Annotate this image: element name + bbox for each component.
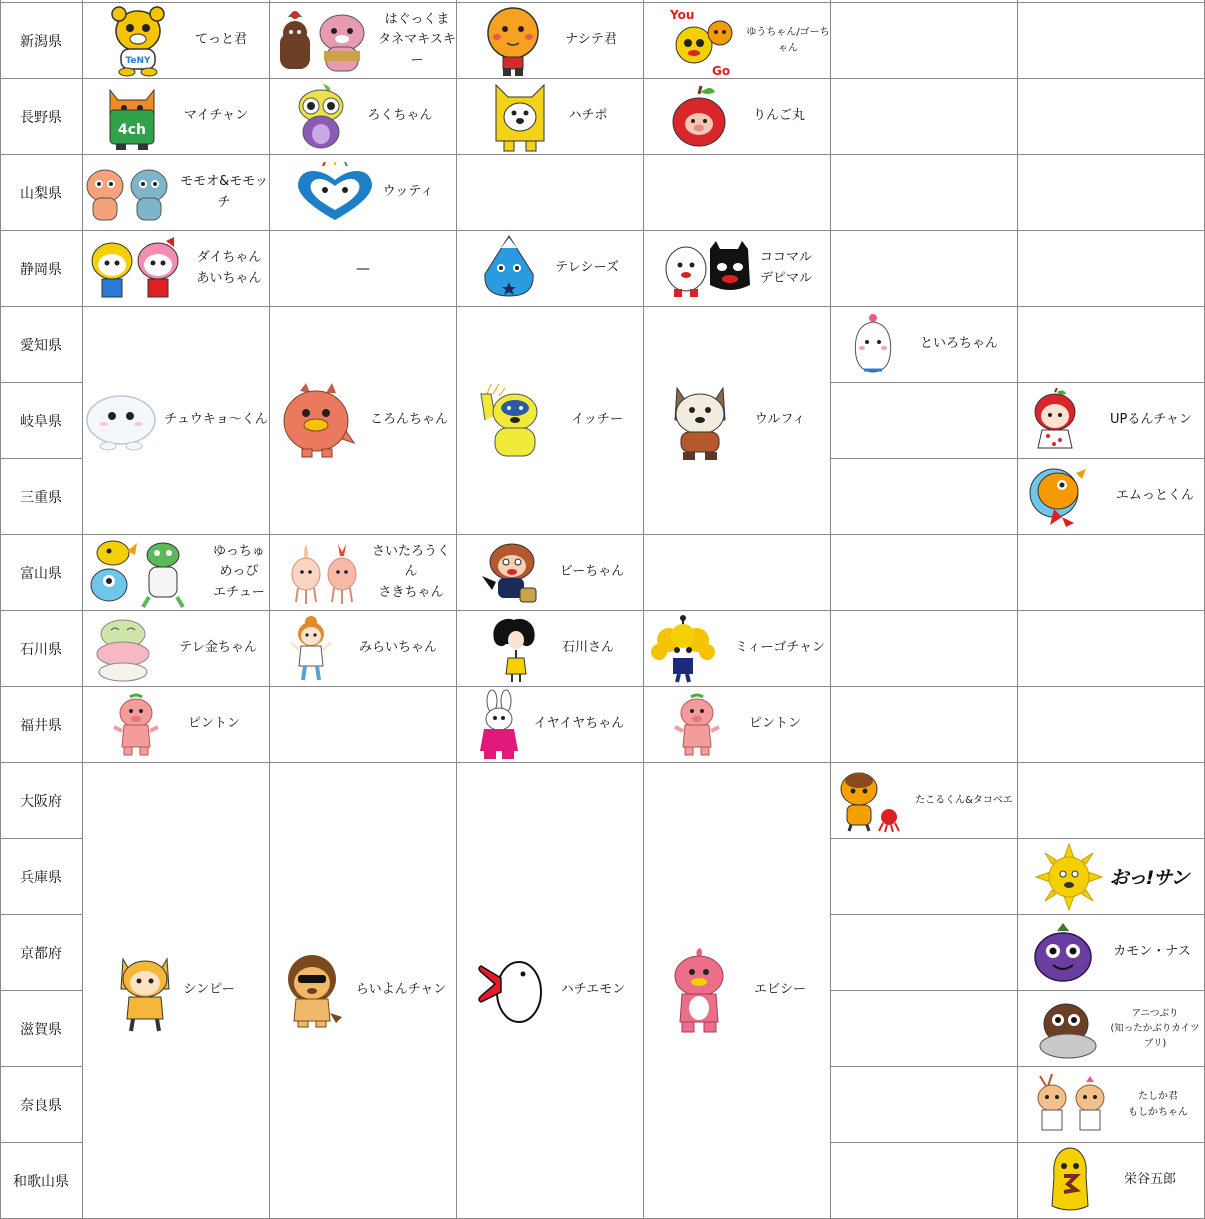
mascot-cell [83, 231, 269, 306]
o-san-sun-mascot-icon [1034, 842, 1104, 912]
mascot-cell [270, 155, 456, 230]
mascot-cell [644, 307, 830, 534]
prefecture-label: 京都府 [20, 945, 62, 962]
chukyo-kun-mascot-icon [84, 390, 158, 452]
mascot-cell [270, 79, 456, 154]
kokomaru-depimaru-mascot-icon [662, 239, 754, 299]
mascot-name: ビーちゃん [559, 564, 625, 580]
mascot-cell [644, 687, 830, 762]
hachiemon-mascot-icon [475, 956, 545, 1026]
prefecture-label: 三重県 [20, 489, 62, 506]
mascot-cell [457, 307, 643, 534]
mascot-cell [644, 763, 830, 1218]
mascot-cell [1018, 991, 1204, 1066]
mirai-chan-mascot-icon [289, 614, 333, 684]
mascot-cell [83, 79, 269, 154]
mascot-name: アニつぶり (知ったかぶりカイツブリ) [1110, 1007, 1200, 1050]
mascot-cell [270, 3, 456, 78]
pinton-mascot-icon [112, 693, 160, 757]
prefecture-label: 滋賀県 [20, 1021, 62, 1038]
mascot-cell [1018, 459, 1204, 534]
mascot-cell [457, 535, 643, 610]
mascot-cell [1018, 383, 1204, 458]
tele-kin-chan-mascot-icon [95, 616, 151, 682]
mai-chan-mascot-icon [104, 82, 160, 152]
mascot-cell [457, 687, 643, 762]
momoo-momocchi-mascot-icon [83, 162, 173, 224]
mascot-name: ろくちゃん [367, 108, 433, 124]
mascot-name: マイチャン [183, 108, 249, 124]
mascot-name: ピントン [187, 716, 240, 732]
mascot-name: 栄谷五郎 [1123, 1172, 1176, 1188]
prefecture-label: 山梨県 [20, 185, 62, 202]
mascot-cell [831, 763, 1017, 838]
mascot-name: さいたろうくん さきちゃん [371, 544, 450, 600]
mascot-name: テレシーズ [555, 260, 619, 276]
go-logo: Go [712, 63, 731, 77]
mascot-name: みらいちゃん [358, 640, 437, 656]
miigo-chan-mascot-icon [649, 614, 719, 684]
mascot-cell [644, 611, 830, 686]
mascot-cell [83, 687, 269, 762]
saitaro-saki-mascot-icon [288, 540, 360, 606]
mascot-cell [1018, 839, 1204, 914]
you-go-mascot-icon [668, 5, 740, 77]
koron-chan-mascot-icon [278, 381, 356, 461]
mascot-cell [83, 611, 269, 686]
mascot-name: エビシー [753, 982, 806, 998]
you-logo: You [670, 7, 695, 22]
mascot-name: カモン・ナス [1113, 944, 1191, 960]
mascot-name: シンピー [183, 982, 235, 998]
mascot-name: ダイちゃん あいちゃん [196, 250, 262, 286]
iyaiya-chan-mascot-icon [476, 689, 522, 761]
mascot-name: はぐっくま タネマキスキー [378, 12, 456, 68]
mascot-cell [1018, 1067, 1204, 1142]
prefecture-label: 岐阜県 [20, 413, 62, 430]
mascot-name: ハチポ [568, 108, 608, 124]
mascot-cell [270, 535, 456, 610]
prefecture-label: 福井県 [20, 717, 62, 734]
mascot-name: ウルフィ [754, 412, 806, 428]
mascot-name: チュウキョ〜くん [164, 412, 268, 428]
mascot-cell [270, 611, 456, 686]
mascot-cell [270, 307, 456, 534]
emutto-kun-mascot-icon [1028, 465, 1092, 529]
mascot-name: ピントン [748, 716, 801, 732]
mascot-name: らいよんチャン [355, 982, 447, 998]
prefecture-label: 兵庫県 [20, 869, 62, 886]
prefecture-label: 石川県 [20, 641, 62, 658]
mascot-name: ナシテ君 [565, 32, 617, 48]
ringo-maru-mascot-icon [669, 84, 729, 150]
mascot-cell [83, 535, 269, 610]
prefecture-label: 新潟県 [20, 33, 62, 50]
icchi-mascot-icon [477, 380, 549, 462]
mascot-name: てっと君 [194, 32, 247, 48]
tashika-moshika-mascot-icon [1034, 1072, 1108, 1138]
prefecture-label: 和歌山県 [13, 1173, 69, 1190]
mascot-name: ゆっちゅ めっぴ エチュー [213, 544, 265, 600]
mascot-name: イヤイヤちゃん [533, 716, 625, 732]
kamon-nasu-mascot-icon [1031, 921, 1095, 985]
up-run-chan-mascot-icon [1030, 388, 1080, 454]
shinpy-mascot-icon [117, 949, 173, 1033]
prefecture-label: 奈良県 [20, 1097, 62, 1114]
mascot-cell [644, 3, 830, 78]
prefecture-label: 大阪府 [20, 793, 62, 810]
mascot-cell [1018, 1143, 1204, 1218]
no-mascot-dash: — [356, 260, 370, 277]
anitsuburi-mascot-icon [1036, 998, 1098, 1060]
pinton-mascot-icon [673, 693, 721, 757]
mascot-cell [457, 611, 643, 686]
empty-cell [270, 231, 456, 306]
ishikawa-san-mascot-icon [486, 614, 542, 684]
mascot-name: エムっとくん [1115, 488, 1195, 504]
mascot-cell [644, 231, 830, 306]
mascot-name: ウッティ [382, 184, 434, 200]
mascot-cell [270, 763, 456, 1218]
raiyon-chan-mascot-icon [280, 953, 346, 1029]
eitani-goro-mascot-icon [1046, 1146, 1094, 1216]
mascot-name: ゆうちゃん/ゴーちゃん [746, 27, 830, 54]
mascot-cell [83, 307, 269, 534]
mascot-cell [83, 3, 269, 78]
tenny-logo: TeNY [125, 55, 151, 66]
mascot-cell [457, 763, 643, 1218]
mascot-name: 石川さん [561, 640, 614, 656]
mascot-cell [457, 231, 643, 306]
mascot-name: ハチエモン [560, 982, 626, 998]
mascot-cell [1018, 915, 1204, 990]
mascot-cell [83, 155, 269, 230]
mascot-name: たこるくん&タコベエ [915, 794, 1013, 806]
prefecture-label: 富山県 [20, 565, 62, 582]
prefecture-label: 愛知県 [20, 337, 62, 354]
4ch-badge: 4ch [117, 121, 146, 138]
mascot-name: モモオ&モモッチ [180, 174, 268, 210]
mascot-name: ころんちゃん [369, 412, 448, 428]
yucchu-meppi-echu-mascot-icon [87, 537, 187, 609]
prefecture-label: 長野県 [20, 109, 62, 126]
takoru-takobee-mascot-icon [835, 769, 901, 833]
mascot-name: たしか君 もしかちゃん [1128, 1091, 1188, 1118]
mascot-cell [457, 3, 643, 78]
utty-mascot-icon [293, 162, 377, 224]
ebisea-mascot-icon [668, 946, 730, 1036]
mascot-name: りんご丸 [752, 108, 805, 124]
mascot-name: テレ金ちゃん [179, 640, 257, 656]
telesies-mascot-icon [481, 234, 537, 304]
mascot-name: UPるんチャン [1110, 412, 1192, 428]
mascot-name: ココマル デピマル [759, 250, 812, 286]
hachipo-mascot-icon [492, 81, 548, 153]
mascot-cell [457, 79, 643, 154]
haguma-tanemaki-mascot-icon [276, 5, 372, 77]
mascot-name: おっ!サン [1109, 867, 1189, 889]
mascot-name: ミィーゴチャン [734, 640, 826, 656]
toiro-chan-mascot-icon [850, 312, 896, 378]
tetto-kun-mascot-icon [105, 5, 171, 77]
roku-chan-mascot-icon [293, 82, 349, 152]
bee-chan-mascot-icon [476, 540, 542, 606]
prefecture-label: 静岡県 [20, 261, 62, 278]
mascot-name: イッチー [571, 412, 623, 428]
nashite-kun-mascot-icon [483, 5, 543, 77]
mascot-name: といろちゃん [919, 336, 998, 352]
mascot-cell [83, 763, 269, 1218]
wolfy-mascot-icon [669, 380, 731, 462]
mascot-cell [644, 79, 830, 154]
dai-chan-ai-chan-mascot-icon [90, 237, 182, 301]
mascot-cell [831, 307, 1017, 382]
